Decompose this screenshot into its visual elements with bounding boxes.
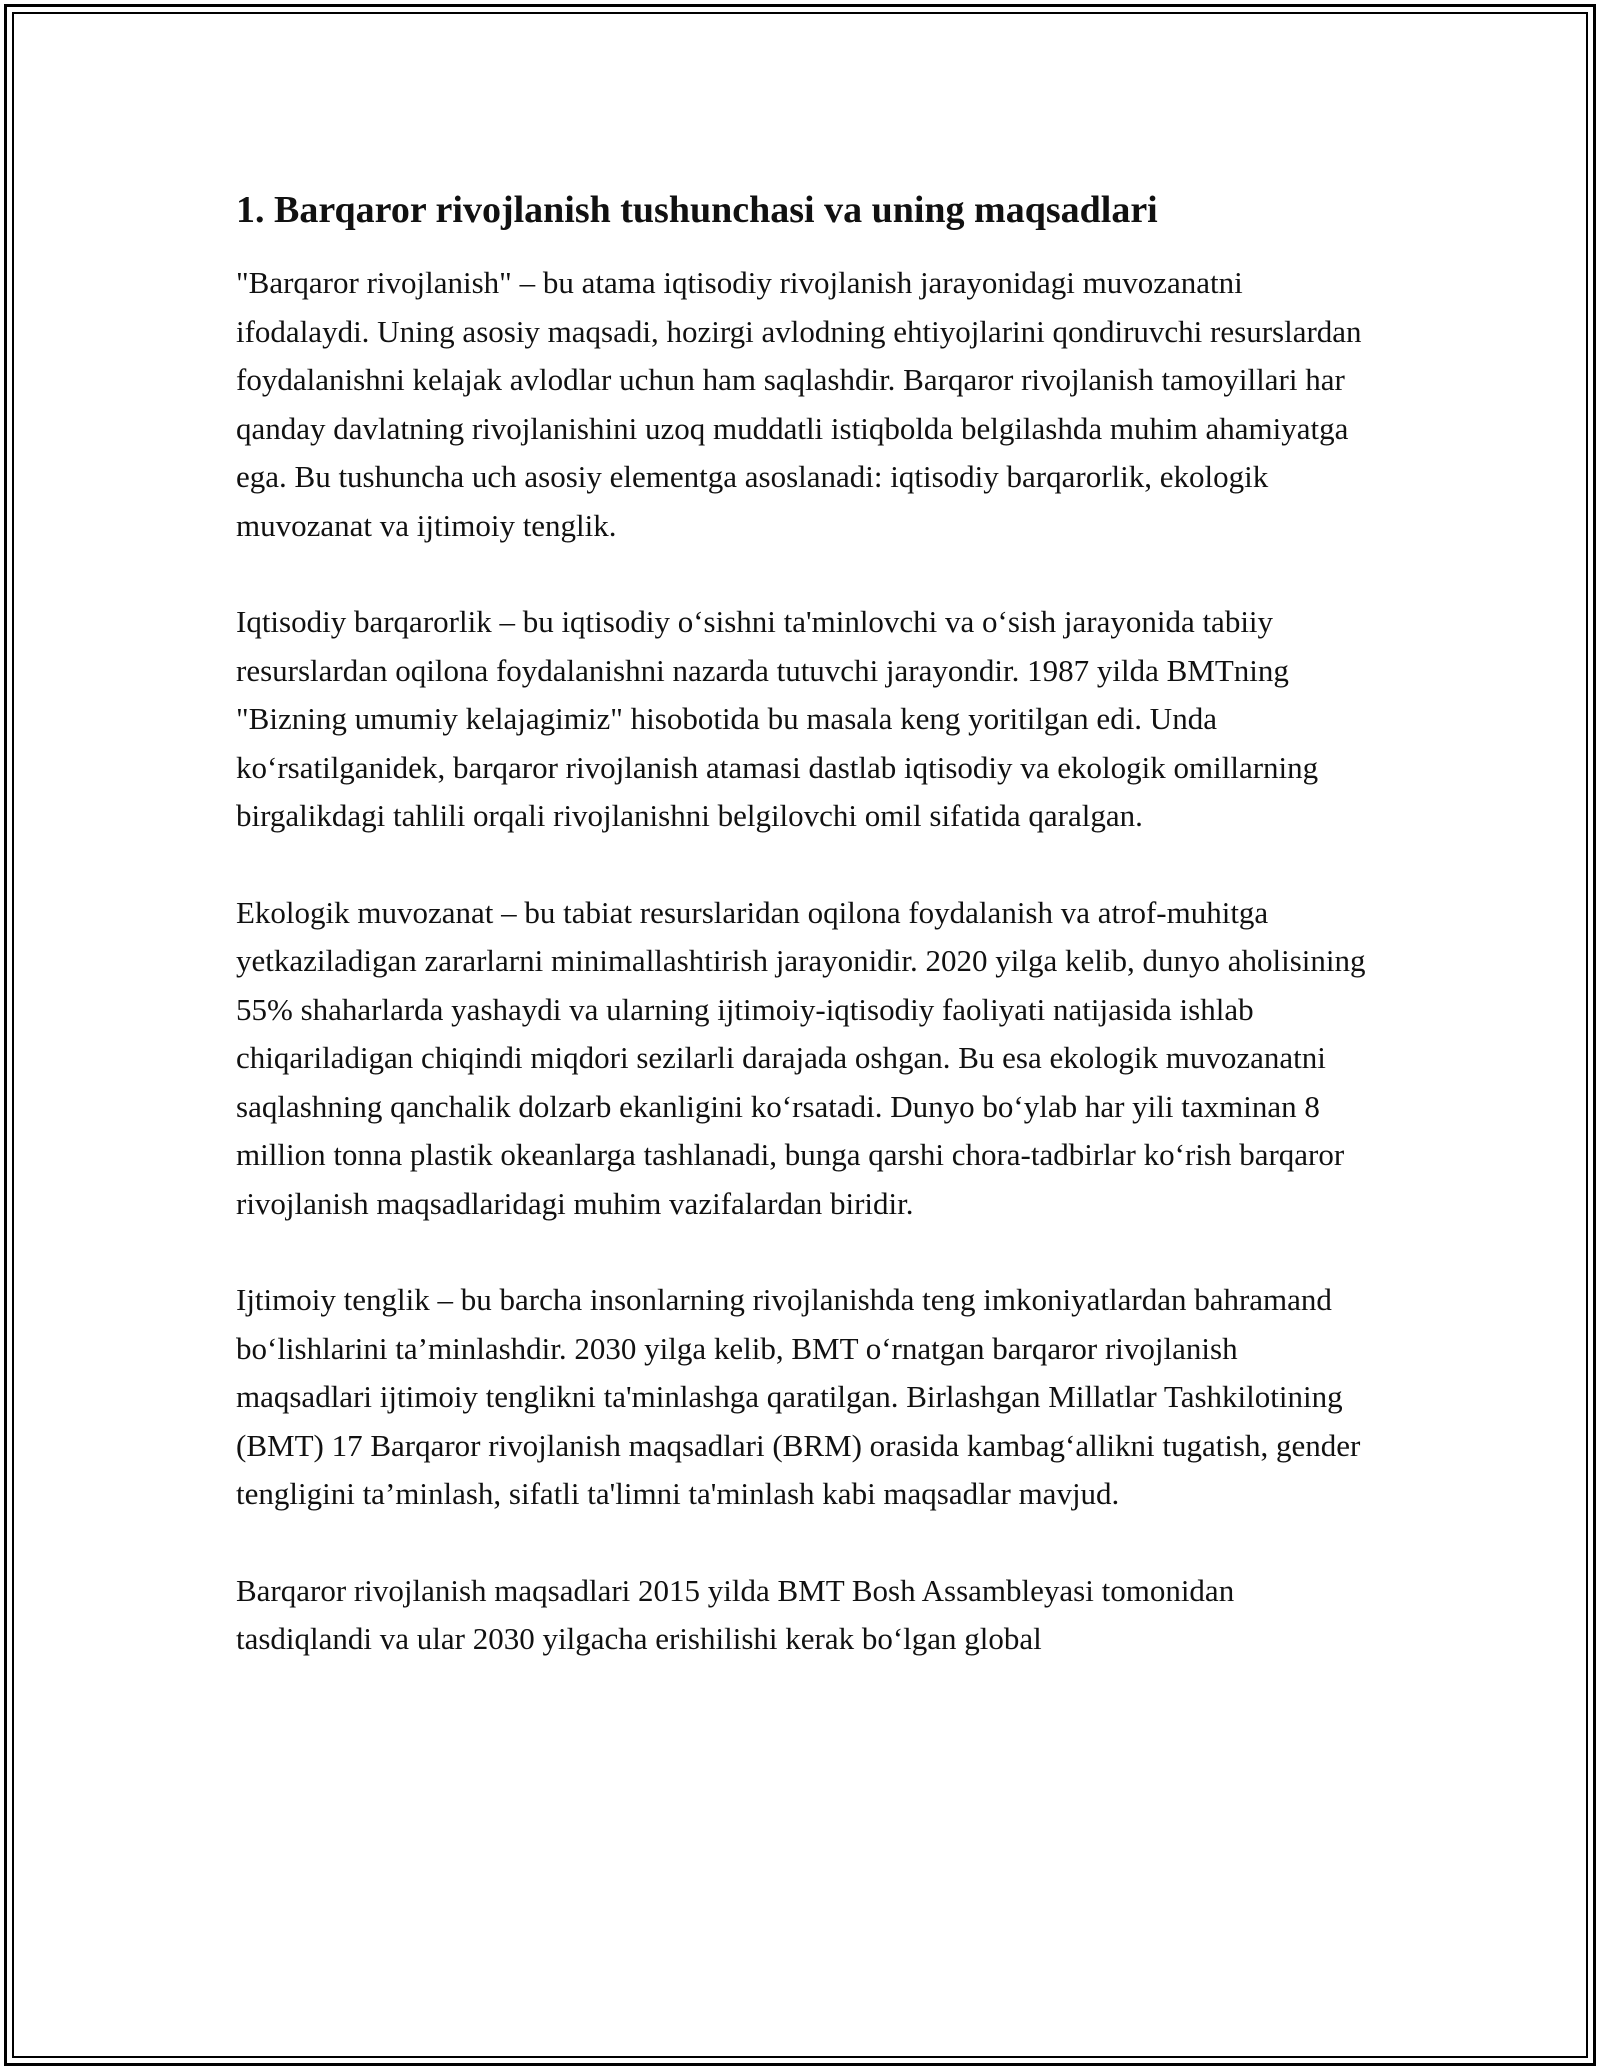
paragraph-definition: "Barqaror rivojlanish" – bu atama iqtisodiy rivojlanish jarayonidagi muvozanatni ifodalaydi. Uning asosiy maqsadi, hozirgi avlodning ehtiyojlarini qondiruvchi resurslardan foydalanishni kelajak avlodlar uchun ham saqlashdir. Barqaror rivojlanish tamoyillari har qanday davlatning rivojlanishini uzoq muddatli istiqbolda belgilashda muhim ahamiyatga ega. Bu tushuncha uch asosiy elementga asoslanadi: iqtisodiy barqarorlik, ekologik muvozanat va ijtimoiy tenglik. bbox=[236, 265, 1362, 543]
document-title: 1. Barqaror rivojlanish tushunchasi va uning maqsadlari bbox=[236, 189, 1158, 231]
paragraph-ecological-balance: Ekologik muvozanat – bu tabiat resurslaridan oqilona foydalanish va atrof-muhitga yetkaziladigan zararlarni minimallashtirish jarayonidir. 2020 yilga kelib, dunyo aholisining 55% shaharlarda yashaydi va ularning ijtimoiy-iqtisodiy faoliyati natijasida ishlab chiqariladigan chiqindi miqdori sezilarli darajada oshgan. Bu esa ekologik muvozanatni saqlashning qanchalik dolzarb ekanligini ko‘rsatadi. Dunyo bo‘ylab har yili taxminan 8 million tonna plastik okeanlarga tashlanadi, bunga qarshi chora-tadbirlar ko‘rish barqaror rivojlanish maqsadlaridagi muhim vazifalardan biridir. bbox=[236, 894, 1366, 1221]
paragraph-sdg-adoption: Barqaror rivojlanish maqsadlari 2015 yilda BMT Bosh Assambleyasi tomonidan tasdiqlandi va ular 2030 yilgacha erishilishi kerak bo‘lgan global bbox=[236, 1572, 1235, 1657]
document-body bbox=[236, 186, 1366, 1664]
paragraph-economic-stability: Iqtisodiy barqarorlik – bu iqtisodiy o‘sishni ta'minlovchi va o‘sish jarayonida tabiiy resurslardan oqilona foydalanishni nazarda tutuvchi jarayondir. 1987 yilda BMTning "Bizning umumiy kelajagimiz" hisobotida bu masala keng yoritilgan edi. Unda ko‘rsatilganidek, barqaror rivojlanish atamasi dastlab iqtisodiy va ekologik omillarning birgalikdagi tahlili orqali rivojlanishni belgilovchi omil sifatida qaralgan. bbox=[236, 604, 1319, 834]
paragraph-social-equality: Ijtimoiy tenglik – bu barcha insonlarning rivojlanishda teng imkoniyatlardan bahramand bo‘lishlarini ta’minlashdir. 2030 yilga kelib, BMT o‘rnatgan barqaror rivojlanish maqsadlari ijtimoiy tenglikni ta'minlashga qaratilgan. Birlashgan Millatlar Tashkilotining (BMT) 17 Barqaror rivojlanish maqsadlari (BRM) orasida kambag‘allikni tugatish, gender tengligini ta’minlash, sifatli ta'limni ta'minlash kabi maqsadlar mavjud. bbox=[236, 1282, 1361, 1512]
